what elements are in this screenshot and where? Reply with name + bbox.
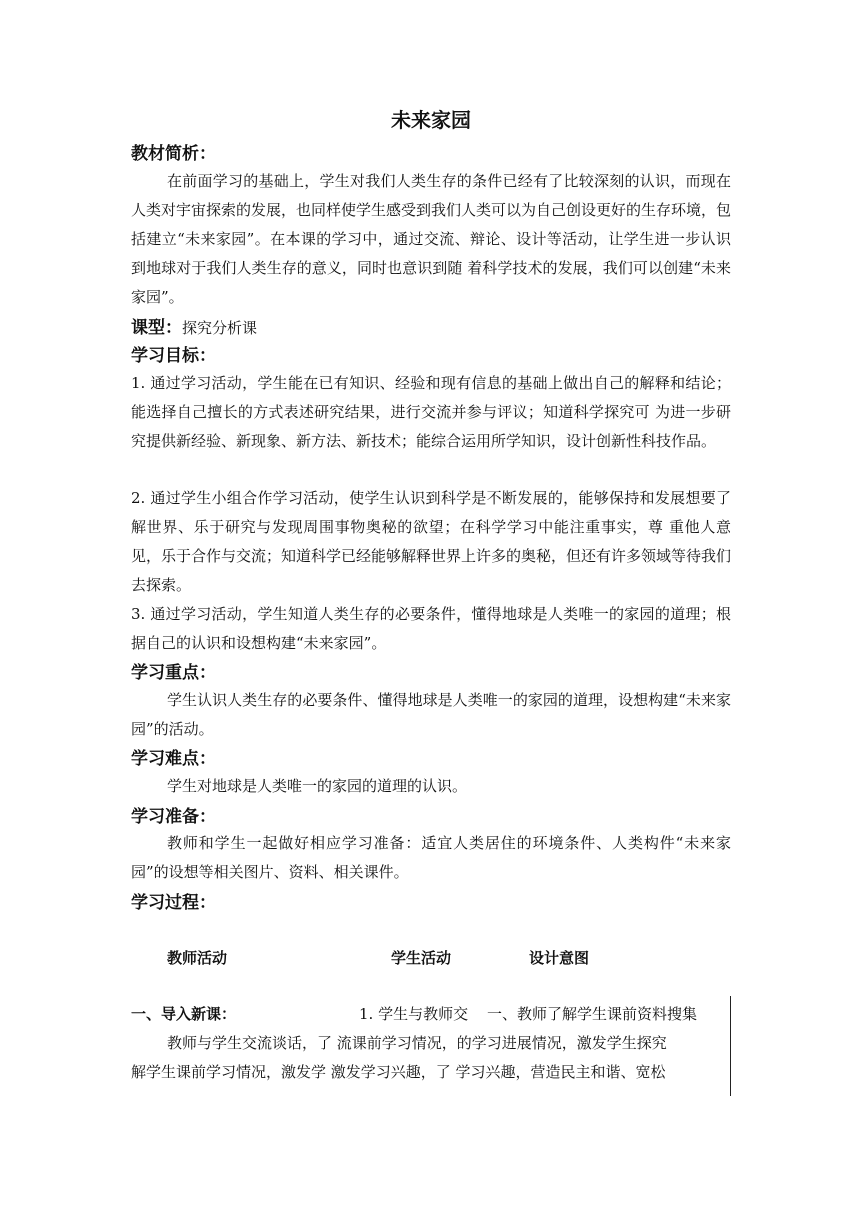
table-line-3: 解学生课前学习情况，激发学 激发学习兴趣，了 学习兴趣，营造民主和谐、宽松 bbox=[131, 1063, 666, 1081]
preparation-heading: 学习准备： bbox=[131, 807, 216, 827]
analysis-heading: 教材简析： bbox=[131, 144, 216, 164]
lesson-type-value: 探究分析课 bbox=[182, 319, 258, 337]
difficulties-text: 学生对地球是人类唯一的家园的道理的认识。 bbox=[167, 777, 468, 795]
objective-item-3: 3. 通过学习活动，学生知道人类生存的必要条件，懂得地球是人类唯一的家园的道理；根据自己的认识和设想构建“未来家园”。 bbox=[131, 605, 731, 652]
key-points-text: 学生认识人类生存的必要条件、懂得地球是人类唯一的家园的道理，设想构建“未来家园”的活动。 bbox=[131, 691, 731, 738]
difficulties-heading: 学习难点： bbox=[131, 749, 216, 769]
key-points-heading: 学习重点： bbox=[131, 663, 216, 683]
objective-item-1: 1. 通过学习活动，学生能在已有知识、经验和现有信息的基础上做出自己的解释和结论；能选择自己擅长的方式表述研究结果，进行交流并参与评议；知道科学探究可 为进一步研究提供新经验、新现象、新方法、新技术；能综合运用所学知识，设计创新性科技作品。 bbox=[131, 374, 731, 450]
table-line-2: 教师与学生交流谈话，了 流课前学习情况，的学习进展情况，激发学生探究 bbox=[167, 1034, 667, 1052]
process-heading: 学习过程： bbox=[131, 893, 216, 913]
lesson-type-heading: 课型： bbox=[131, 318, 182, 338]
column-header-teacher: 教师活动 bbox=[167, 949, 228, 967]
document-title: 未来家园 bbox=[391, 108, 471, 132]
objectives-heading: 学习目标： bbox=[131, 346, 216, 366]
table-border-right bbox=[730, 996, 731, 1096]
table-row-1 bbox=[131, 1003, 731, 1024]
objective-item-2: 2. 通过学生小组合作学习活动，使学生认识到科学是不断发展的，能够保持和发展想要了解世界、乐于研究与发现周围事物奥秘的欲望；在科学学习中能注重事实，尊 重他人意见，乐于合作与交流；知道科学已经能够解释世界上许多的奥秘，但还有许多领域等待我们去探索。 bbox=[131, 489, 732, 594]
row-label: 一、导入新课： bbox=[131, 1005, 237, 1023]
analysis-text: 在前面学习的基础上，学生对我们人类生存的条件已经有了比较深刻的认识，而现在人类对宇宙探索的发展，也同样使学生感受到我们人类可以为自己创设更好的生存环境，包括建立“未来家园”。在本课的学习中，通过交流、辩论、设计等活动，让学生进一步认识到地球对于我们人类生存的意义，同时也意识到随 着科学技术的发展，我们可以创建“未来家园”。 bbox=[131, 172, 732, 306]
preparation-text: 教师和学生一起做好相应学习准备：适宜人类居住的环境条件、人类构件“未来家园”的设想等相关图片、资料、相关课件。 bbox=[131, 834, 731, 881]
lesson-type bbox=[131, 313, 257, 338]
column-header-intent: 设计意图 bbox=[529, 949, 590, 967]
column-header-student: 学生活动 bbox=[391, 949, 452, 967]
row-design-intent: 一、教师了解学生课前资料搜集 bbox=[487, 1005, 698, 1023]
row-student-activity: 1. 学生与教师交 bbox=[359, 1005, 469, 1023]
